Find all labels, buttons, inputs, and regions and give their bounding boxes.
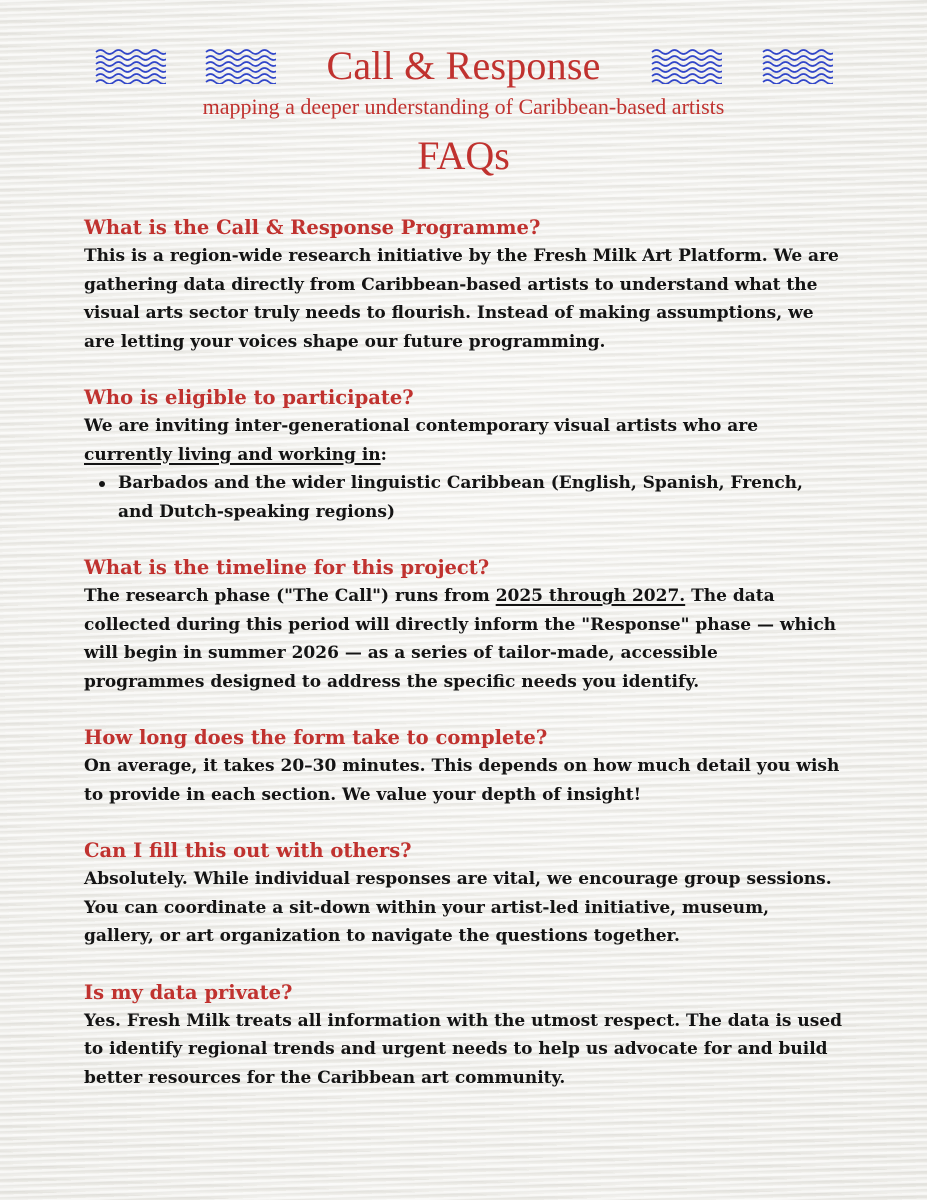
faq-question: What is the timeline for this project? xyxy=(84,556,490,579)
faqs-heading: FAQs xyxy=(417,133,510,178)
answer-text: The research phase ("The Call") runs from xyxy=(84,586,496,606)
faq-answer: This is a region-wide research initiative by the Fresh Milk Art Platform. We are gathering data directly from Caribbean-based artists to understand what the visual arts sector truly needs to flourish. Instead of making assumptions, we are letting your voices shape our future programming. xyxy=(84,246,839,352)
faq-item xyxy=(84,213,844,356)
underlined-text: currently living and working in xyxy=(84,444,381,465)
page-header xyxy=(0,38,927,208)
faq-answer xyxy=(84,582,844,696)
faq-question: Is my data private? xyxy=(84,980,293,1004)
faq-answer: Yes. Fresh Milk treats all information with the utmost respect. The data is used to identify regional trends and urgent needs to help us advocate for and build better resources for the Caribbean art community. xyxy=(84,1010,843,1088)
faq-answer xyxy=(84,412,844,469)
underlined-text: 2025 through 2027. xyxy=(495,586,686,606)
page-subtitle: mapping a deeper understanding of Caribbean-based artists xyxy=(202,94,725,119)
faq-item xyxy=(84,553,844,696)
faq-item xyxy=(84,723,844,809)
eligibility-list xyxy=(84,469,844,526)
faq-question: Can I fill this out with others? xyxy=(84,839,412,862)
answer-text: The data collected during this period will directly inform the "Response" phase — which will begin in summer 2026 — as a series of tailor-made, accessible programmes designed to address the specific needs you identify. xyxy=(84,586,837,692)
faq-answer: Absolutely. While individual responses are vital, we encourage group sessions. You can coordinate a sit-down within your artist-led initiative, museum, gallery, or art organization to navigate the questions together. xyxy=(84,869,832,946)
list-item-text: Barbados and the wider linguistic Caribbean (English, Spanish, French, and Dutch-speaking regions) xyxy=(118,473,803,522)
bullet-icon xyxy=(99,481,105,487)
answer-text: : xyxy=(380,444,387,465)
faq-item xyxy=(84,978,844,1093)
faq-list xyxy=(84,213,844,1119)
faq-item xyxy=(84,383,844,526)
faq-answer: On average, it takes 20–30 minutes. This depends on how much detail you wish to provide in each section. We value your depth of insight! xyxy=(84,756,840,805)
page-title: Call & Response xyxy=(326,43,601,88)
faq-question: Who is eligible to participate? xyxy=(84,386,414,409)
faq-item xyxy=(84,836,844,951)
faq-question: How long does the form take to complete? xyxy=(84,726,548,749)
answer-text: We are inviting inter-generational contemporary visual artists who are xyxy=(84,416,759,436)
faq-question: What is the Call & Response Programme? xyxy=(84,216,541,239)
list-item xyxy=(118,469,844,526)
